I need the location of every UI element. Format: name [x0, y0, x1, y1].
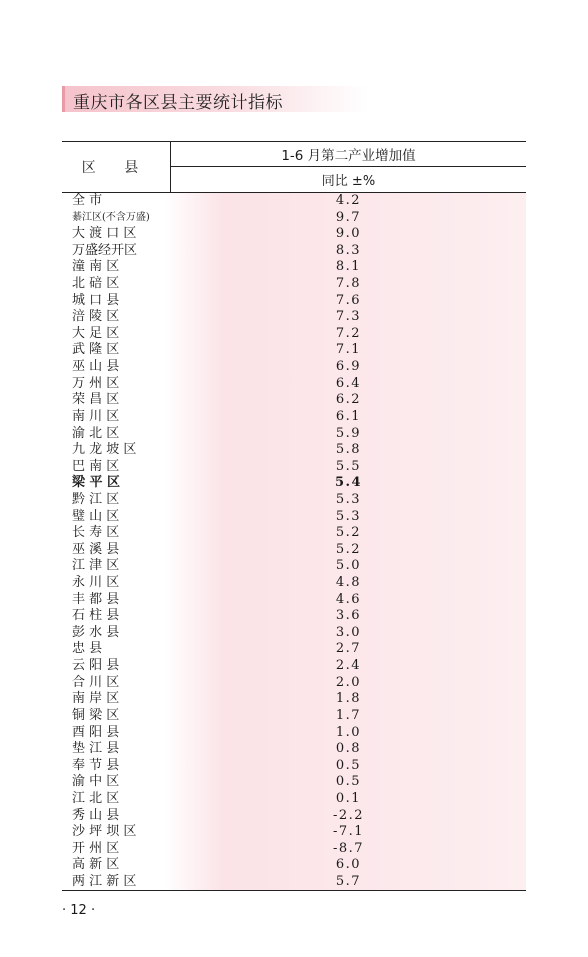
district-name: 大 足 区: [72, 325, 120, 341]
district-name: 石 柱 县: [72, 608, 120, 624]
yoy-value: 5.7: [335, 873, 362, 889]
table-row: [62, 741, 526, 758]
table-row: [62, 309, 526, 326]
district-name: 大 渡 口 区: [72, 226, 137, 242]
table-row: [62, 824, 526, 841]
yoy-value: 9.7: [335, 209, 362, 225]
district-name: 江 津 区: [72, 558, 120, 574]
district-name: 万 州 区: [72, 375, 120, 391]
district-name: 巴 南 区: [72, 458, 120, 474]
district-name: 彭 水 县: [72, 624, 120, 640]
yoy-value: 0.5: [335, 757, 362, 773]
table-row: [62, 774, 526, 791]
yoy-value: 5.3: [335, 491, 362, 507]
table-row: [62, 558, 526, 575]
table-row: [62, 409, 526, 426]
yoy-value: -8.7: [332, 840, 365, 856]
table-row: [62, 276, 526, 293]
district-name: 巫 溪 县: [72, 541, 120, 557]
table-row: [62, 608, 526, 625]
table-header: [62, 141, 526, 193]
table-bottom-rule: [62, 890, 526, 891]
table-row: [62, 857, 526, 874]
table-row: [62, 492, 526, 509]
district-name: 綦江区(不含万盛): [72, 211, 150, 223]
yoy-value: 6.0: [335, 857, 362, 873]
district-name: 万盛经开区: [72, 242, 138, 258]
column-header-yoy: 同比 ±%: [321, 174, 376, 189]
district-name: 江 北 区: [72, 790, 120, 806]
district-name: 潼 南 区: [72, 259, 120, 275]
district-name: 渝 北 区: [72, 425, 120, 441]
district-name: 涪 陵 区: [72, 309, 120, 325]
yoy-value: 4.6: [335, 591, 362, 607]
district-name: 全 市: [72, 193, 103, 208]
table-row: [62, 359, 526, 376]
column-header-metric: 1-6 月第二产业增加值: [171, 142, 526, 167]
yoy-value: 5.2: [335, 541, 362, 557]
table-row: [62, 459, 526, 476]
table-row: [62, 259, 526, 276]
yoy-value: 1.7: [335, 707, 362, 723]
district-name: 武 隆 区: [72, 342, 120, 358]
district-name: 九 龙 坡 区: [72, 442, 137, 458]
yoy-value: 9.0: [335, 226, 362, 242]
district-name: 城 口 县: [72, 292, 120, 308]
district-name: 南 川 区: [72, 408, 120, 424]
table-row: [62, 542, 526, 559]
district-name: 高 新 区: [72, 857, 120, 873]
yoy-value: 4.2: [335, 193, 362, 208]
table-row: [62, 509, 526, 526]
table-row: [62, 592, 526, 609]
table-row: [62, 193, 526, 210]
yoy-value: 6.2: [335, 392, 362, 408]
district-name: 两 江 新 区: [72, 873, 137, 889]
yoy-value: 5.9: [335, 425, 362, 441]
table-row: [62, 691, 526, 708]
district-name: 垫 江 县: [72, 741, 120, 757]
yoy-value: 7.2: [335, 325, 362, 341]
yoy-value: 3.0: [335, 624, 362, 640]
district-name: 合 川 区: [72, 674, 120, 690]
yoy-value: 5.2: [335, 525, 362, 541]
yoy-value: 5.8: [335, 442, 362, 458]
yoy-value: 7.8: [335, 276, 362, 292]
district-name: 璧 山 区: [72, 508, 120, 524]
table-row: [62, 243, 526, 260]
district-name: 丰 都 县: [72, 591, 120, 607]
table-row: [62, 525, 526, 542]
table-row: [62, 675, 526, 692]
district-name: 秀 山 县: [72, 807, 120, 823]
table-row: [62, 426, 526, 443]
yoy-value: 5.3: [335, 508, 362, 524]
column-header-district: 区 县: [62, 142, 171, 192]
table-row: [62, 326, 526, 343]
district-name: 巫 山 县: [72, 359, 120, 375]
district-name: 铜 梁 区: [72, 707, 120, 723]
yoy-value: 8.1: [335, 259, 362, 275]
district-name: 黔 江 区: [72, 491, 120, 507]
yoy-value: 1.8: [335, 691, 362, 707]
yoy-value: 5.4: [334, 475, 363, 491]
yoy-value: 5.0: [335, 558, 362, 574]
yoy-value: 2.4: [335, 658, 362, 674]
yoy-value: 0.8: [335, 741, 362, 757]
yoy-value: 5.5: [335, 458, 362, 474]
table-row: [62, 725, 526, 742]
yoy-value: -7.1: [332, 824, 365, 840]
yoy-value: 0.5: [335, 774, 362, 790]
table-row: [62, 625, 526, 642]
district-name: 永 川 区: [72, 575, 120, 591]
district-name: 酉 阳 县: [72, 724, 120, 740]
table-row: [62, 808, 526, 825]
page-number: · 12 ·: [62, 903, 96, 918]
yoy-value: 4.8: [335, 575, 362, 591]
table-row: [62, 226, 526, 243]
district-name: 荣 昌 区: [72, 392, 120, 408]
yoy-value: 7.6: [335, 292, 362, 308]
table-row: [62, 874, 526, 891]
yoy-value: 6.1: [335, 408, 362, 424]
yoy-value: 8.3: [335, 242, 362, 258]
district-name: 南 岸 区: [72, 691, 120, 707]
table-body: [62, 193, 526, 891]
district-name: 忠 县: [72, 641, 103, 657]
page-title: 重庆市各区县主要统计指标: [73, 93, 283, 113]
table-row: [62, 708, 526, 725]
table-row: [62, 841, 526, 858]
table-row: [62, 210, 526, 227]
table-row: [62, 641, 526, 658]
table-row: [62, 442, 526, 459]
table-row: [62, 392, 526, 409]
yoy-value: 0.1: [335, 790, 362, 806]
table-row: [62, 342, 526, 359]
district-name: 奉 节 县: [72, 757, 120, 773]
table-row: [62, 293, 526, 310]
title-band: [62, 86, 369, 112]
district-name: 长 寿 区: [72, 525, 120, 541]
yoy-value: 3.6: [335, 608, 362, 624]
yoy-value: 7.1: [335, 342, 362, 358]
yoy-value: 1.0: [335, 724, 362, 740]
district-name: 北 碚 区: [72, 276, 120, 292]
district-name: 云 阳 县: [72, 658, 120, 674]
table-row: [62, 475, 526, 492]
table-row: [62, 758, 526, 775]
district-name: 梁 平 区: [72, 475, 121, 491]
yoy-value: 2.0: [335, 674, 362, 690]
district-name: 沙 坪 坝 区: [72, 824, 137, 840]
yoy-value: -2.2: [332, 807, 365, 823]
table-row: [62, 575, 526, 592]
table-row: [62, 791, 526, 808]
yoy-value: 6.9: [335, 359, 362, 375]
district-name: 开 州 区: [72, 840, 120, 856]
yoy-value: 6.4: [335, 375, 362, 391]
table-row: [62, 658, 526, 675]
yoy-value: 7.3: [335, 309, 362, 325]
table-row: [62, 376, 526, 393]
district-name: 渝 中 区: [72, 774, 120, 790]
yoy-value: 2.7: [335, 641, 362, 657]
